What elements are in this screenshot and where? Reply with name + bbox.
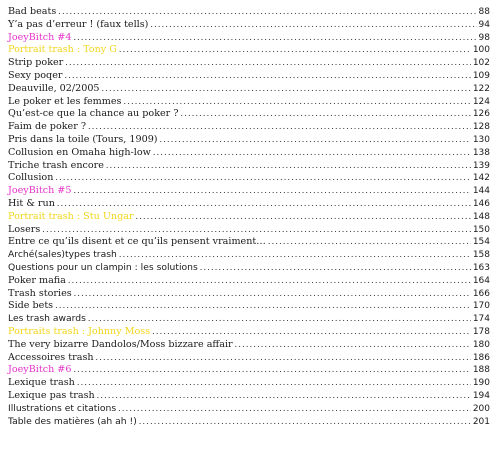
dot-leader — [65, 57, 471, 70]
toc-entry-title: Losers — [8, 223, 41, 235]
dot-leader — [136, 211, 471, 224]
toc-entry-title: Table des matières (ah ah !) — [8, 415, 137, 427]
toc-entry — [8, 121, 490, 134]
toc-entry-title: Le poker et les femmes — [8, 95, 122, 107]
toc-entry — [8, 70, 490, 83]
toc-entry — [8, 96, 490, 109]
toc-entry-title: The very bizarre Dandolos/Moss bizzare affair — [8, 338, 233, 350]
dot-leader — [58, 6, 476, 19]
dot-leader — [119, 44, 471, 57]
toc-entry — [8, 147, 490, 160]
toc-entry — [8, 236, 490, 249]
toc-entry — [8, 262, 490, 275]
toc-entry-page-number: 109 — [472, 70, 490, 81]
toc-entry-page-number: 128 — [472, 122, 490, 133]
toc-entry-title: JoeyBitch #6 — [8, 364, 72, 376]
toc-entry-page-number: 146 — [472, 198, 490, 209]
toc-entry — [8, 339, 490, 352]
dot-leader — [88, 313, 471, 326]
toc-entry-page-number: 174 — [472, 314, 490, 325]
toc-entry-title: Entre ce qu’ils disent et ce qu’ils pensent vraiment… — [8, 236, 266, 248]
toc-entry-title: Pris dans la toile (Tours, 1909) — [8, 133, 158, 145]
toc-entry — [8, 57, 490, 70]
dot-leader — [200, 262, 471, 275]
toc-entry — [8, 6, 490, 19]
toc-entry-page-number: 170 — [472, 301, 490, 312]
toc-entry — [8, 300, 490, 313]
toc-entry — [8, 224, 490, 237]
toc-entry-title: JoeyBitch #4 — [8, 31, 72, 43]
toc-entry-page-number: 201 — [472, 416, 490, 427]
dot-leader — [152, 326, 471, 339]
toc-entry-title: Questions pour un clampin : les solutions — [8, 261, 198, 273]
dot-leader — [118, 403, 471, 416]
toc-entry-page-number: 200 — [472, 403, 490, 414]
toc-entry-page-number: 190 — [472, 378, 490, 389]
dot-leader — [235, 339, 471, 352]
dot-leader — [160, 134, 471, 147]
toc-entry-title: Lexique trash — [8, 377, 75, 389]
toc-entry — [8, 326, 490, 339]
toc-entry-title: Collusion en Omaha high-low — [8, 146, 151, 158]
toc-entry — [8, 83, 490, 96]
dot-leader — [106, 160, 471, 173]
toc-entry-title: Qu’est-ce que la chance au poker ? — [8, 108, 179, 120]
toc-entry — [8, 198, 490, 211]
toc-entry — [8, 44, 490, 57]
toc-entry — [8, 249, 490, 262]
toc-entry-page-number: 122 — [472, 83, 490, 94]
toc-entry — [8, 390, 490, 403]
toc-entry — [8, 172, 490, 185]
dot-leader — [57, 198, 471, 211]
toc-entry — [8, 211, 490, 224]
toc-entry-page-number: 188 — [472, 365, 490, 376]
toc-entry-page-number: 194 — [472, 390, 490, 401]
toc-entry-title: Illustrations et citations — [8, 402, 117, 414]
dot-leader — [119, 249, 471, 262]
dot-leader — [68, 275, 471, 288]
dot-leader — [55, 172, 470, 185]
toc-entry-page-number: 166 — [472, 288, 490, 299]
dot-leader — [73, 185, 470, 198]
toc-entry — [8, 108, 490, 121]
toc-entry-title: Triche trash encore — [8, 159, 104, 171]
toc-entry-title: JoeyBitch #5 — [8, 185, 72, 197]
toc-entry — [8, 19, 490, 32]
toc-entry-title: Les trash awards — [8, 313, 86, 325]
toc-entry — [8, 352, 490, 365]
dot-leader — [97, 390, 471, 403]
toc-entry — [8, 275, 490, 288]
toc-entry-title: Faim de poker ? — [8, 121, 86, 133]
dot-leader — [42, 224, 471, 237]
toc-entry-page-number: 124 — [472, 96, 490, 107]
dot-leader — [88, 121, 471, 134]
toc-entry-page-number: 148 — [472, 211, 490, 222]
toc-entry-title: Bad beats — [8, 6, 57, 17]
toc-entry-page-number: 138 — [472, 147, 490, 158]
dot-leader — [55, 300, 471, 313]
toc-entry — [8, 185, 490, 198]
toc-entry-title: Hit & run — [8, 197, 55, 209]
toc-entry-title: Accessoires trash — [8, 351, 94, 363]
toc-entry-page-number: 94 — [478, 19, 490, 30]
dot-leader — [64, 70, 470, 83]
toc-entry-page-number: 158 — [472, 250, 490, 261]
toc-entry-title: Portraits trash : Johnny Moss — [8, 325, 151, 337]
dot-leader — [77, 377, 471, 390]
toc-entry-title: Side bets — [8, 300, 54, 312]
toc-entry-title: Strip poker — [8, 57, 64, 69]
toc-entry-title: Y’a pas d’erreur ! (faux tells) — [8, 18, 149, 30]
toc-entry — [8, 288, 490, 301]
toc-entry-title: Portrait trash : Tony G — [8, 44, 117, 56]
toc-entry — [8, 134, 490, 147]
dot-leader — [74, 288, 471, 301]
toc-entry-page-number: 126 — [472, 109, 490, 120]
dot-leader — [139, 416, 471, 429]
toc-entry-page-number: 164 — [472, 275, 490, 286]
toc-entry-page-number: 139 — [472, 160, 490, 171]
dot-leader — [123, 96, 470, 109]
toc-entry — [8, 32, 490, 45]
toc-entry-title: Arché(sales)types trash — [8, 249, 117, 261]
toc-entry-page-number: 88 — [478, 7, 490, 17]
toc-entry-title: Deauville, 02/2005 — [8, 82, 100, 94]
toc-entry — [8, 364, 490, 377]
dot-leader — [96, 352, 471, 365]
toc-entry-page-number: 180 — [472, 339, 490, 350]
toc-entry — [8, 313, 490, 326]
toc-entry — [8, 160, 490, 173]
dot-leader — [180, 108, 470, 121]
toc-entry-page-number: 130 — [472, 134, 490, 145]
toc-entry-title: Sexy poqer — [8, 69, 63, 81]
toc-entry-title: Collusion — [8, 172, 54, 184]
toc-entry-page-number: 186 — [472, 352, 490, 363]
dot-leader — [268, 236, 471, 249]
dot-leader — [102, 83, 471, 96]
toc-entry-title: Poker mafia — [8, 274, 66, 286]
dot-leader — [150, 19, 476, 32]
toc-entry-title: Trash stories — [8, 287, 72, 299]
toc-entry — [8, 403, 490, 416]
dot-leader — [73, 364, 470, 377]
dot-leader — [73, 32, 476, 45]
toc-entry — [8, 416, 490, 429]
toc-entry-page-number: 98 — [478, 32, 490, 43]
toc-entry-page-number: 102 — [472, 58, 490, 69]
toc-entry-page-number: 178 — [472, 326, 490, 337]
toc-entry-title: Portrait trash : Stu Ungar — [8, 210, 134, 222]
toc-entry-page-number: 144 — [472, 186, 490, 197]
toc-entry-page-number: 142 — [472, 173, 490, 184]
toc-entry-title: Lexique pas trash — [8, 389, 95, 401]
toc-entry-page-number: 163 — [472, 262, 490, 273]
toc-entry — [8, 377, 490, 390]
table-of-contents — [8, 6, 490, 428]
toc-entry-page-number: 150 — [472, 224, 490, 235]
toc-entry-page-number: 100 — [472, 45, 490, 56]
toc-entry-page-number: 154 — [472, 237, 490, 248]
dot-leader — [153, 147, 471, 160]
